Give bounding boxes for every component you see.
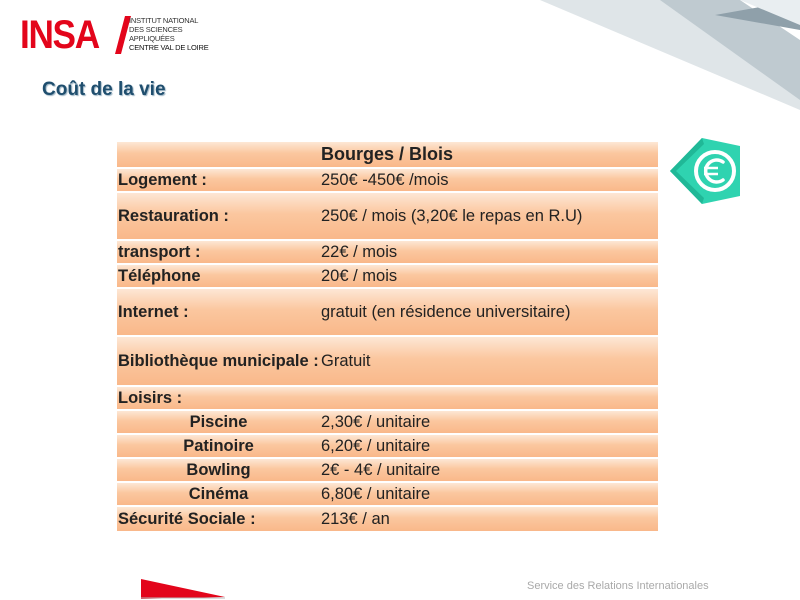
logo-line: CENTRE VAL DE LOIRE [129, 43, 209, 52]
table-row [117, 482, 658, 506]
row-label: Loisirs : [117, 386, 319, 410]
footer-text: Service des Relations Internationales [527, 580, 709, 592]
row-label: Téléphone [117, 264, 319, 288]
row-label: Sécurité Sociale : [117, 506, 319, 532]
logo-text [129, 16, 219, 52]
row-label: Patinoire [117, 434, 319, 458]
row-label: Cinéma [117, 482, 319, 506]
row-value: Gratuit [319, 336, 658, 386]
row-value: gratuit (en résidence universitaire) [319, 288, 658, 336]
logo-wordmark: INSA [20, 13, 99, 57]
table-header-row [117, 142, 658, 168]
row-label: Logement : [117, 168, 319, 192]
row-value: 20€ / mois [319, 264, 658, 288]
table-row [117, 336, 658, 386]
row-label: Internet : [117, 288, 319, 336]
table-row [117, 192, 658, 240]
row-value: 213€ / an [319, 506, 658, 532]
row-value: 2€ - 4€ / unitaire [319, 458, 658, 482]
row-label: Bibliothèque municipale : [117, 336, 319, 386]
row-value [319, 386, 658, 410]
table-row [117, 434, 658, 458]
row-value: 22€ / mois [319, 240, 658, 264]
logo-line: INSTITUT NATIONAL [129, 16, 199, 25]
logo-line: APPLIQUÉES [129, 34, 175, 43]
cost-table [117, 142, 658, 533]
logo-line: DES SCIENCES [129, 25, 183, 34]
row-label: Bowling [117, 458, 319, 482]
page-title: Coût de la vie [42, 79, 166, 100]
insa-logo [20, 14, 210, 56]
row-value: 250€ -450€ /mois [319, 168, 658, 192]
table-row [117, 506, 658, 532]
table-row [117, 386, 658, 410]
row-label: Piscine [117, 410, 319, 434]
header-cell-city: Bourges / Blois [319, 142, 658, 168]
table-row [117, 410, 658, 434]
header-cell [117, 142, 319, 168]
euro-icon [668, 136, 742, 206]
table-row [117, 288, 658, 336]
table-row [117, 264, 658, 288]
row-label: transport : [117, 240, 319, 264]
row-label: Restauration : [117, 192, 319, 240]
row-value: 6,20€ / unitaire [319, 434, 658, 458]
row-value: 6,80€ / unitaire [319, 482, 658, 506]
table-row [117, 168, 658, 192]
table-row [117, 458, 658, 482]
row-value: 250€ / mois (3,20€ le repas en R.U) [319, 192, 658, 240]
footer-triangle-decoration [141, 579, 225, 599]
table-row [117, 240, 658, 264]
corner-decoration [540, 0, 800, 110]
row-value: 2,30€ / unitaire [319, 410, 658, 434]
